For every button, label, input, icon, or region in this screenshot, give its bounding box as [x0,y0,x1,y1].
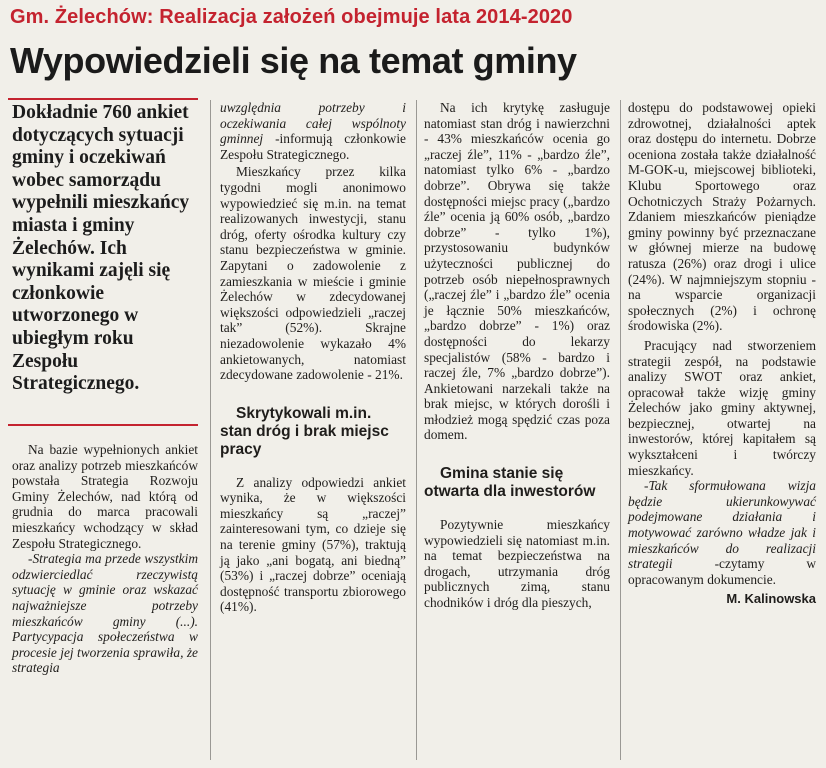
col2-paragraph-2: Mieszkańcy przez kilka tygodni mogli anonimowo wypowiedzieć się m.in. na temat realizowanych inwestycji, stanu dróg, oferty ośrodka kultury czy stanu bezpieczeństwa w gminie. Zapytani o zadowolenie z zamieszkania w mieście i gminie Żelechów w zdecydowanej większości odpowiedzieli „raczej tak” (52%). Skrajne niezadowolenie wykazało 4% ankietowanych, natomiast zdecydowane zadowolenie - 21%. [220,164,406,383]
col2-paragraph-3: Z analizy odpowiedzi ankiet wynika, że w większości mieszkańcy są „raczej” zainteresowani tym, co dzieje się na terenie gminy (57%), traktują ją jako „ani bogatą, ani biedną” (53%) i „raczej dobrze” oceniają dostępność transportu zbiorowego (41%). [220,474,406,615]
lead-top-rule [8,98,198,100]
col2-quote-tail: -informują członkowie Zespołu Strategicznego. [220,131,406,162]
column-4 [628,100,816,607]
column-divider [416,100,417,760]
column-1 [12,442,198,676]
col3-paragraph-2: Pozytywnie mieszkańcy wypowiedzieli się natomiast m.in. na temat bezpieczeństwa na drogach, utrzymania dróg publicznych zimą, stanu chodników i dróg dla pieszych, [424,517,610,611]
article-kicker: Gm. Żelechów: Realizacja założeń obejmuje lata 2014-2020 [10,6,573,28]
article-lead: Dokładnie 760 ankiet dotyczących sytuacji gminy i oczekiwań wobec samorządu wypełnili mieszkańcy miasta i gminy Żelechów. Ich wynikami zajęli się członkowie utworzonego w ubiegłym roku Zespołu Strategicznego. [12,102,190,395]
column-divider [210,100,211,760]
col1-paragraph-2: -Strategia ma przede wszystkim odzwierciedlać rzeczywistą sytuację w gminie oraz wskazać najważniejsze potrzeby mieszkańców gminy (...). Partycypacja społeczeństwa w procesie jej tworzenia sprawiła, że strategia [12,551,198,676]
column-divider [620,100,621,760]
col4-quote: -Tak sformułowana wizja będzie ukierunkowywać podejmowane działania i motywować zarówno władze jak i mieszkańców do realizacji strategii [628,478,816,572]
col4-quote-tail: -czytamy w opracowanym dokumencie. [628,556,816,587]
col3-paragraph-1: Na ich krytykę zasługuje natomiast stan dróg i nawierzchni - 43% mieszkańców ocenia go „raczej źle”, 11% - „bardzo źle”, natomiast tylko 6% - „bardzo dobrze”. Obrywa się także dostępności miejsc pracy („bardzo źle” ocenia ją 60% osób, „bardzo dobrze” - tylko 1%), przystosowaniu budynków użyteczności publicznej do potrzeb osób niepełnosprawnych („raczej źle” i „bardzo źle” ocenia je łącznie 50% mieszkańców, „bardzo dobrze” - 1%) oraz dostępności do lekarzy specjalistów (58% - bardzo i raczej źle, 7% „bardzo dobrze”). Ankietowani narzekali także na brak miejsc, w których dorośli i młodzież mogą spędzić czas poza domem. [424,100,610,443]
col2-quote: uwzględnia potrzeby i oczekiwania całej wspólnoty gminnej [220,100,406,147]
column-2 [220,100,406,615]
col2-paragraph-1 [220,100,406,162]
col2-subheading: Skrytykowali m.in. stan dróg i brak miejsc pracy [220,404,389,458]
col4-paragraph-1: dostępu do podstawowej opieki zdrowotnej, działalności aptek oraz dostępu do internetu. Dobrze oceniona została także działalność M-GOK-u, miejscowej biblioteki, Klubu Sportowego oraz Ochotniczych Straży Pożarnych. Zdaniem mieszkańców pieniądze gminy powinny być przeznaczane w głównej mierze na budowę ratusza (26%) oraz drogi i ulice (24%). W najmniejszym stopniu - na wsparcie organizacji społecznych (2%) i ochronę środowiska (2%). [628,100,816,334]
col1-paragraph-1: Na bazie wypełnionych ankiet oraz analizy potrzeb mieszkańców powstała Strategia Rozwoju Gminy Żelechów, nad którą od grudnia do marca pracowali mieszkańcy wchodzący w skład Zespołu Strategicznego. [12,442,198,551]
column-3 [424,100,610,611]
author-signature: M. Kalinowska [726,591,816,607]
col4-paragraph-2: Pracujący nad stworzeniem strategii zespół, na podstawie analizy SWOT oraz ankiet, opracował także wizję gminy Żelechów jako gminy aktywnej, bezpiecznej, otwartej na inwestorów, której kapitałem są wykształceni i twórczy mieszkańcy. [628,337,816,478]
article-headline: Wypowiedzieli się na temat gminy [10,40,577,81]
lead-bottom-rule [8,424,198,426]
col4-paragraph-3 [628,478,816,587]
col3-subheading: Gmina stanie się otwarta dla inwestorów [424,465,596,501]
